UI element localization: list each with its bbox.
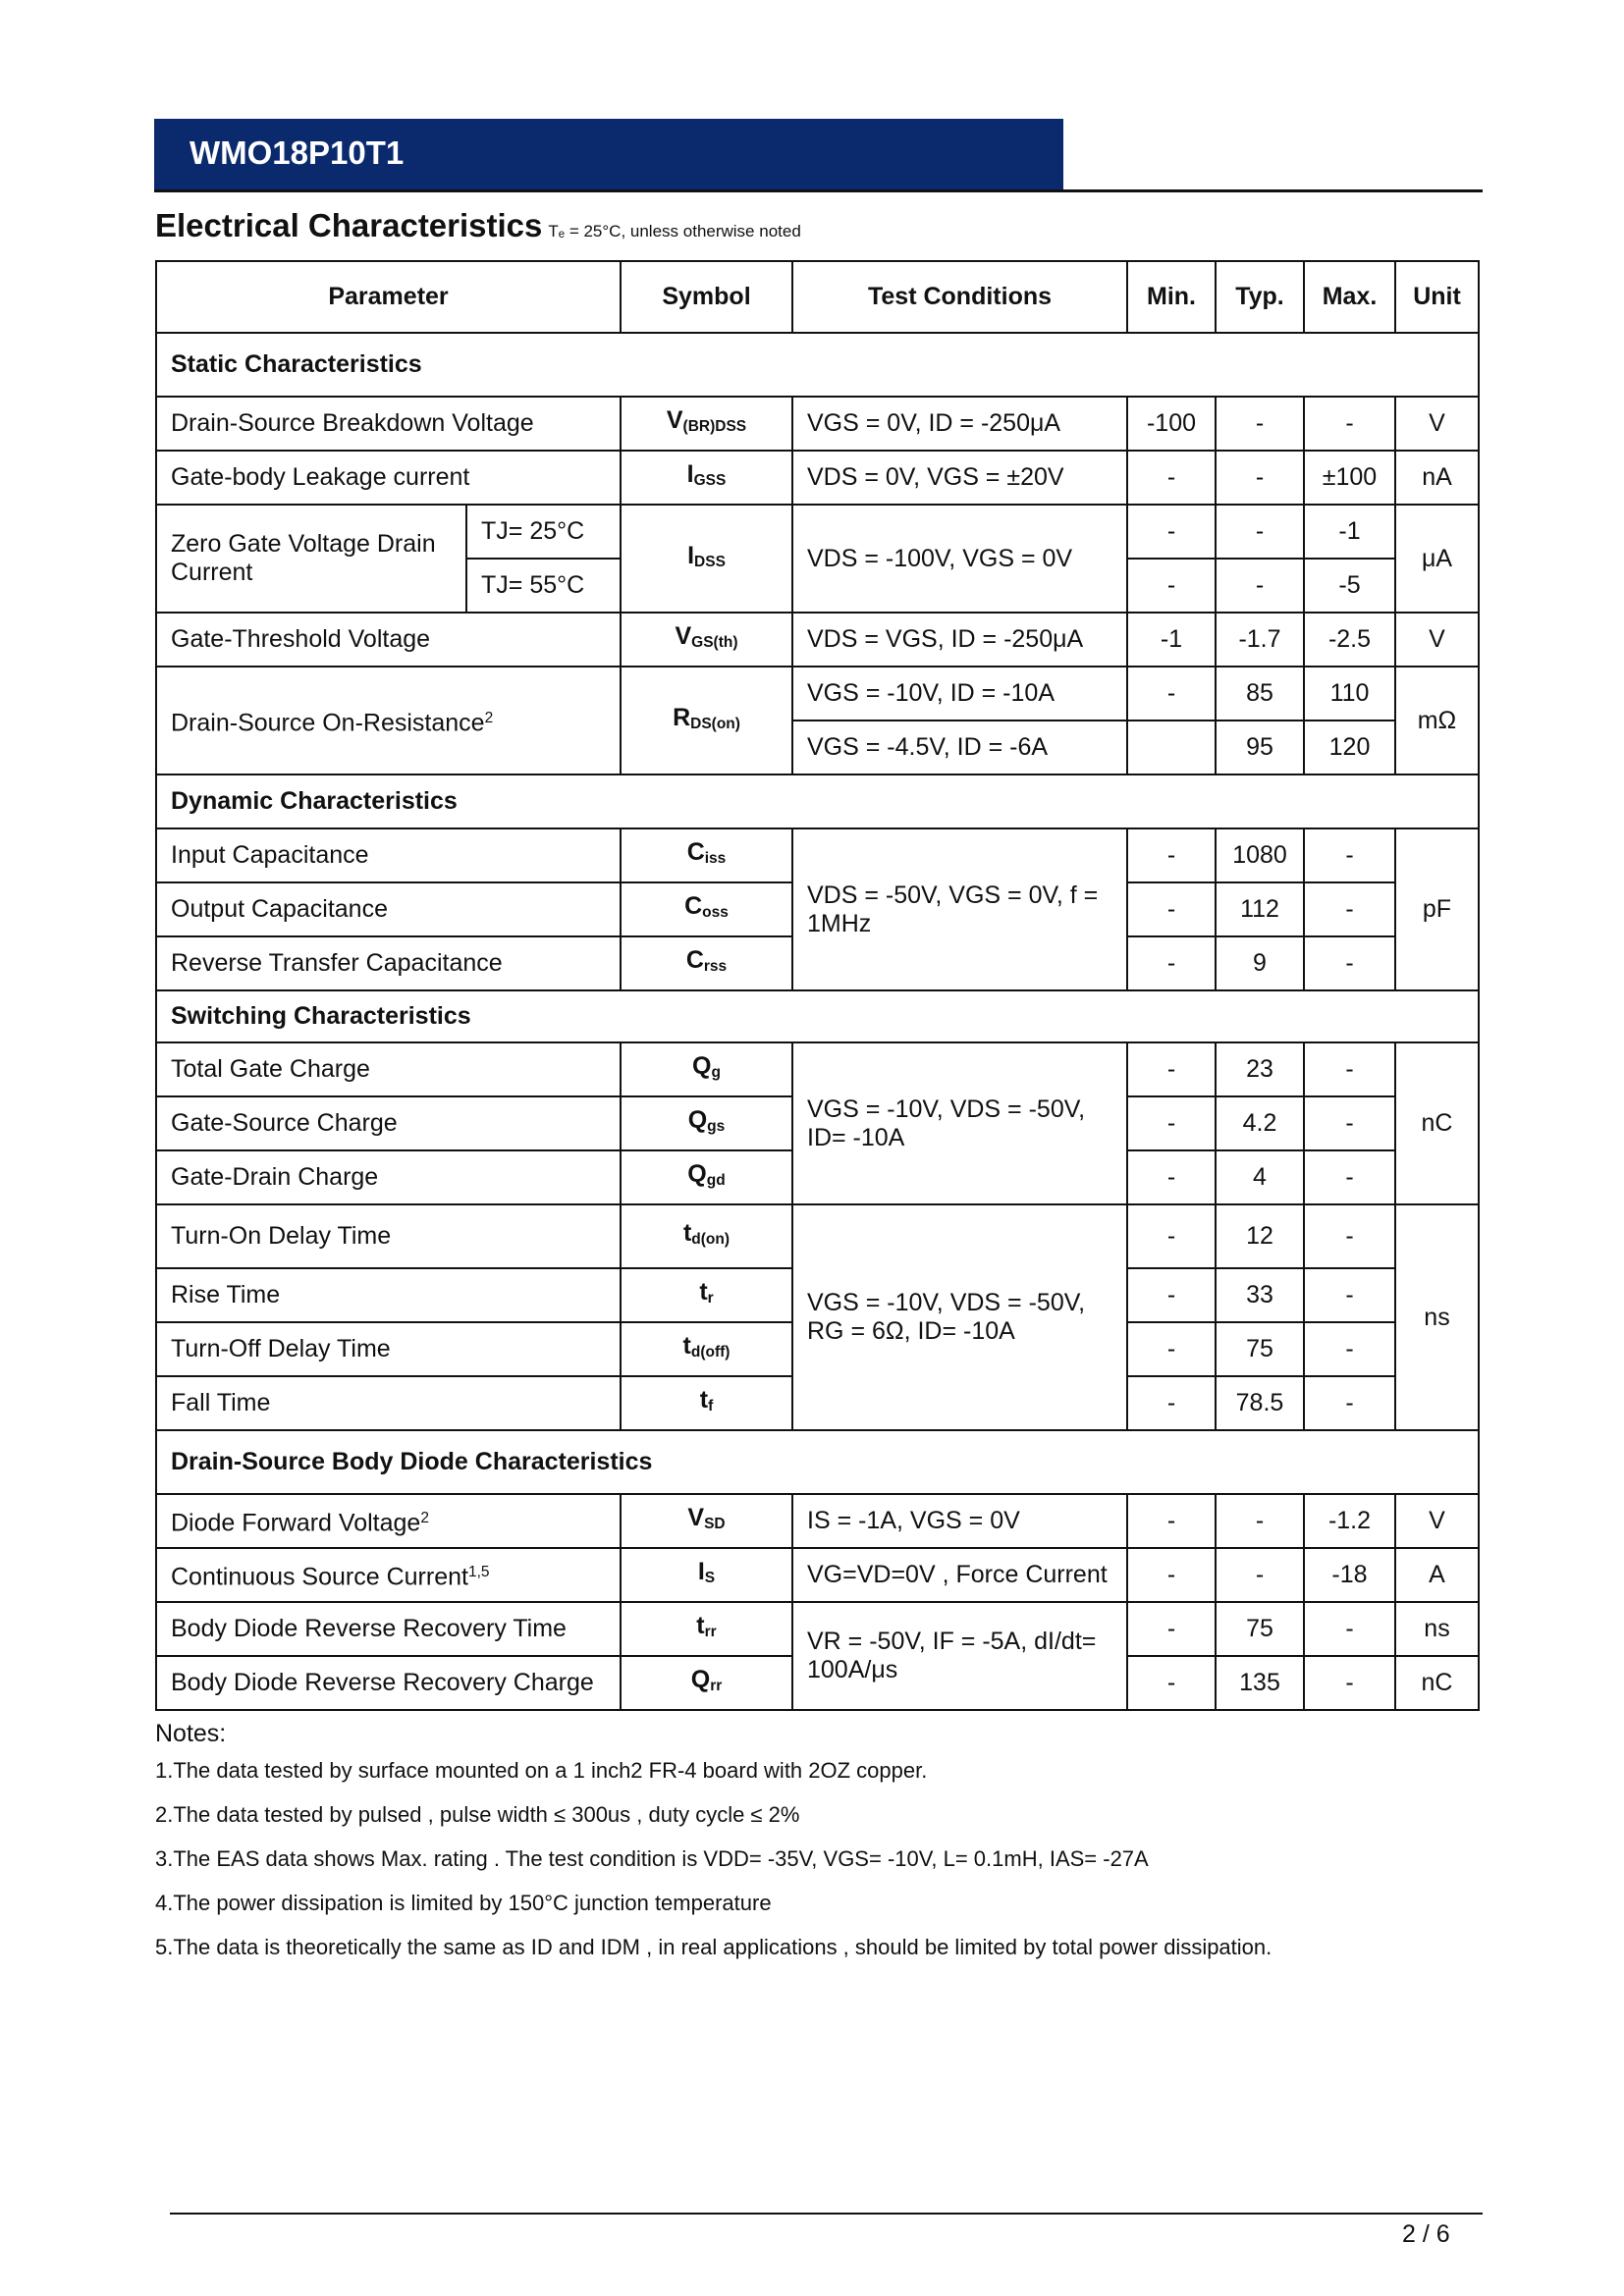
typ-igss: - — [1216, 451, 1304, 505]
param-trr: Body Diode Reverse Recovery Time — [156, 1602, 621, 1656]
unit-vsd: V — [1395, 1494, 1479, 1548]
typ-idss-25: - — [1216, 505, 1304, 559]
unit-gate-charge: nC — [1395, 1042, 1479, 1204]
typ-bvdss: - — [1216, 397, 1304, 451]
note-2: 2.The data tested by pulsed , pulse width ≤ 300us , duty cycle ≤ 2% — [155, 1802, 800, 1827]
param-vsd: Diode Forward Voltage$^2$ — [156, 1494, 621, 1548]
part-number: WMO18P10T1 — [189, 134, 405, 171]
typ-qgs: 4.2 — [1216, 1096, 1304, 1150]
table-row — [156, 1602, 1479, 1656]
header-min: Min. — [1127, 261, 1216, 333]
typ-vth: -1.7 — [1216, 613, 1304, 667]
min-qrr: - — [1127, 1656, 1216, 1710]
cond-igss: VDS = 0V, VGS = ±20V — [792, 451, 1127, 505]
electrical-characteristics-table — [155, 260, 1480, 1711]
unit-vth: V — [1395, 613, 1479, 667]
param-vth: Gate-Threshold Voltage — [156, 613, 621, 667]
max-crss: - — [1304, 936, 1395, 990]
param-coss: Output Capacitance — [156, 882, 621, 936]
unit-bvdss: V — [1395, 397, 1479, 451]
table-row — [156, 397, 1479, 451]
min-tr: - — [1127, 1268, 1216, 1322]
header-max: Max. — [1304, 261, 1395, 333]
cond-vsd: IS = -1A, VGS = 0V — [792, 1494, 1127, 1548]
param-bvdss: Drain-Source Breakdown Voltage — [156, 397, 621, 451]
typ-tdon: 12 — [1216, 1204, 1304, 1268]
unit-trr: ns — [1395, 1602, 1479, 1656]
group-row — [156, 990, 1479, 1042]
min-crss: - — [1127, 936, 1216, 990]
table-row — [156, 505, 1479, 559]
page-number: 2 / 6 — [1402, 2220, 1450, 2248]
symbol-is: IS — [621, 1548, 792, 1602]
table-row — [156, 1494, 1479, 1548]
header-test-conditions: Test Conditions — [792, 261, 1127, 333]
symbol-bvdss: V(BR)DSS — [621, 397, 792, 451]
symbol-tdoff: td(off) — [621, 1322, 792, 1376]
max-vth: -2.5 — [1304, 613, 1395, 667]
typ-tdoff: 75 — [1216, 1322, 1304, 1376]
group-row — [156, 1430, 1479, 1494]
header-symbol: Symbol — [621, 261, 792, 333]
typ-rdson-2: 95 — [1216, 721, 1304, 774]
min-qg: - — [1127, 1042, 1216, 1096]
note-3: 3.The EAS data shows Max. rating . The test condition is VDD= -35V, VGS= -10V, L= 0.1mH, IAS= -27A — [155, 1846, 1149, 1871]
param-tdoff: Turn-Off Delay Time — [156, 1322, 621, 1376]
cond-vth: VDS = VGS, ID = -250μA — [792, 613, 1127, 667]
typ-trr: 75 — [1216, 1602, 1304, 1656]
table-row — [156, 613, 1479, 667]
max-tf: - — [1304, 1376, 1395, 1430]
symbol-idss: IDSS — [621, 505, 792, 613]
unit-switching: ns — [1395, 1204, 1479, 1430]
max-idss-25: -1 — [1304, 505, 1395, 559]
symbol-tf: tf — [621, 1376, 792, 1430]
symbol-vsd: VSD — [621, 1494, 792, 1548]
typ-crss: 9 — [1216, 936, 1304, 990]
min-qgs: - — [1127, 1096, 1216, 1150]
unit-is: A — [1395, 1548, 1479, 1602]
cond-capacitance: VDS = -50V, VGS = 0V, f = 1MHz — [792, 828, 1127, 990]
group-diode: Drain-Source Body Diode Characteristics — [156, 1430, 1479, 1494]
section-note: Tₑ = 25°C, unless otherwise noted — [548, 222, 801, 240]
section-title — [155, 207, 801, 244]
typ-qg: 23 — [1216, 1042, 1304, 1096]
min-tdoff: - — [1127, 1322, 1216, 1376]
min-igss: - — [1127, 451, 1216, 505]
cond-switching: VGS = -10V, VDS = -50V, RG = 6Ω, ID= -10A — [792, 1204, 1127, 1430]
symbol-vth: VGS(th) — [621, 613, 792, 667]
min-idss-25: - — [1127, 505, 1216, 559]
symbol-tdon: td(on) — [621, 1204, 792, 1268]
param-igss: Gate-body Leakage current — [156, 451, 621, 505]
header-bar — [154, 119, 1063, 189]
table-row — [156, 828, 1479, 882]
param-qg: Total Gate Charge — [156, 1042, 621, 1096]
symbol-crss: Crss — [621, 936, 792, 990]
group-dynamic: Dynamic Characteristics — [156, 774, 1479, 828]
table-row — [156, 451, 1479, 505]
param-tr: Rise Time — [156, 1268, 621, 1322]
header-parameter: Parameter — [156, 261, 621, 333]
typ-tf: 78.5 — [1216, 1376, 1304, 1430]
temp-idss-25: TJ= 25°C — [466, 505, 621, 559]
cond-idss: VDS = -100V, VGS = 0V — [792, 505, 1127, 613]
min-coss: - — [1127, 882, 1216, 936]
header-unit: Unit — [1395, 261, 1479, 333]
typ-vsd: - — [1216, 1494, 1304, 1548]
note-1: 1.The data tested by surface mounted on a 1 inch2 FR-4 board with 2OZ copper. — [155, 1758, 928, 1783]
typ-coss: 112 — [1216, 882, 1304, 936]
typ-ciss: 1080 — [1216, 828, 1304, 882]
group-row — [156, 774, 1479, 828]
max-vsd: -1.2 — [1304, 1494, 1395, 1548]
cond-rdson-2: VGS = -4.5V, ID = -6A — [792, 721, 1127, 774]
note-5: 5.The data is theoretically the same as ID and IDM , in real applications , should be limited by total power dissipation. — [155, 1935, 1272, 1959]
section-title-text: Electrical Characteristics — [155, 207, 543, 243]
param-idss: Zero Gate Voltage Drain Current — [156, 505, 466, 613]
group-row — [156, 333, 1479, 397]
min-rdson-2 — [1127, 721, 1216, 774]
max-is: -18 — [1304, 1548, 1395, 1602]
note-4: 4.The power dissipation is limited by 150°C junction temperature — [155, 1891, 772, 1915]
symbol-qgs: Qgs — [621, 1096, 792, 1150]
max-rdson-2: 120 — [1304, 721, 1395, 774]
symbol-qg: Qg — [621, 1042, 792, 1096]
cond-reverse-recovery: VR = -50V, IF = -5A, dI/dt= 100A/μs — [792, 1602, 1127, 1710]
typ-rdson-1: 85 — [1216, 667, 1304, 721]
param-ciss: Input Capacitance — [156, 828, 621, 882]
table-row — [156, 1204, 1479, 1268]
symbol-igss: IGSS — [621, 451, 792, 505]
min-tdon: - — [1127, 1204, 1216, 1268]
min-bvdss: -100 — [1127, 397, 1216, 451]
min-vsd: - — [1127, 1494, 1216, 1548]
notes-title: Notes: — [155, 1720, 227, 1747]
typ-is: - — [1216, 1548, 1304, 1602]
param-is: Continuous Source Current$^{1,5}$ — [156, 1548, 621, 1602]
min-is: - — [1127, 1548, 1216, 1602]
cond-is: VG=VD=0V , Force Current — [792, 1548, 1127, 1602]
group-static: Static Characteristics — [156, 333, 1479, 397]
temp-idss-55: TJ= 55°C — [466, 559, 621, 613]
table-row — [156, 1548, 1479, 1602]
header-typ: Typ. — [1216, 261, 1304, 333]
typ-idss-55: - — [1216, 559, 1304, 613]
symbol-tr: tr — [621, 1268, 792, 1322]
max-qgs: - — [1304, 1096, 1395, 1150]
param-tdon: Turn-On Delay Time — [156, 1204, 621, 1268]
param-rdson: Drain-Source On-Resistance$^2$ — [156, 667, 621, 774]
min-vth: -1 — [1127, 613, 1216, 667]
max-rdson-1: 110 — [1304, 667, 1395, 721]
param-qgd: Gate-Drain Charge — [156, 1150, 621, 1204]
max-ciss: - — [1304, 828, 1395, 882]
unit-capacitance: pF — [1395, 828, 1479, 990]
typ-qrr: 135 — [1216, 1656, 1304, 1710]
notes — [155, 1720, 1471, 1979]
max-igss: ±100 — [1304, 451, 1395, 505]
symbol-qrr: Qrr — [621, 1656, 792, 1710]
unit-igss: nA — [1395, 451, 1479, 505]
table-header-row — [156, 261, 1479, 333]
max-coss: - — [1304, 882, 1395, 936]
typ-qgd: 4 — [1216, 1150, 1304, 1204]
unit-qrr: nC — [1395, 1656, 1479, 1710]
param-qrr: Body Diode Reverse Recovery Charge — [156, 1656, 621, 1710]
param-qgs: Gate-Source Charge — [156, 1096, 621, 1150]
max-trr: - — [1304, 1602, 1395, 1656]
max-bvdss: - — [1304, 397, 1395, 451]
param-crss: Reverse Transfer Capacitance — [156, 936, 621, 990]
symbol-coss: Coss — [621, 882, 792, 936]
max-qgd: - — [1304, 1150, 1395, 1204]
min-idss-55: - — [1127, 559, 1216, 613]
symbol-trr: trr — [621, 1602, 792, 1656]
typ-tr: 33 — [1216, 1268, 1304, 1322]
symbol-qgd: Qgd — [621, 1150, 792, 1204]
cond-rdson-1: VGS = -10V, ID = -10A — [792, 667, 1127, 721]
unit-rdson: mΩ — [1395, 667, 1479, 774]
unit-idss: μA — [1395, 505, 1479, 613]
group-switching: Switching Characteristics — [156, 990, 1479, 1042]
max-qg: - — [1304, 1042, 1395, 1096]
max-qrr: - — [1304, 1656, 1395, 1710]
min-rdson-1: - — [1127, 667, 1216, 721]
cond-bvdss: VGS = 0V, ID = -250μA — [792, 397, 1127, 451]
param-tf: Fall Time — [156, 1376, 621, 1430]
min-trr: - — [1127, 1602, 1216, 1656]
footer-rule — [170, 2213, 1483, 2215]
header-rule — [154, 189, 1483, 192]
symbol-rdson: RDS(on) — [621, 667, 792, 774]
min-qgd: - — [1127, 1150, 1216, 1204]
table-row — [156, 667, 1479, 721]
max-tdoff: - — [1304, 1322, 1395, 1376]
min-tf: - — [1127, 1376, 1216, 1430]
min-ciss: - — [1127, 828, 1216, 882]
symbol-ciss: Ciss — [621, 828, 792, 882]
max-idss-55: -5 — [1304, 559, 1395, 613]
cond-gate-charge: VGS = -10V, VDS = -50V, ID= -10A — [792, 1042, 1127, 1204]
max-tdon: - — [1304, 1204, 1395, 1268]
max-tr: - — [1304, 1268, 1395, 1322]
table-row — [156, 1042, 1479, 1096]
